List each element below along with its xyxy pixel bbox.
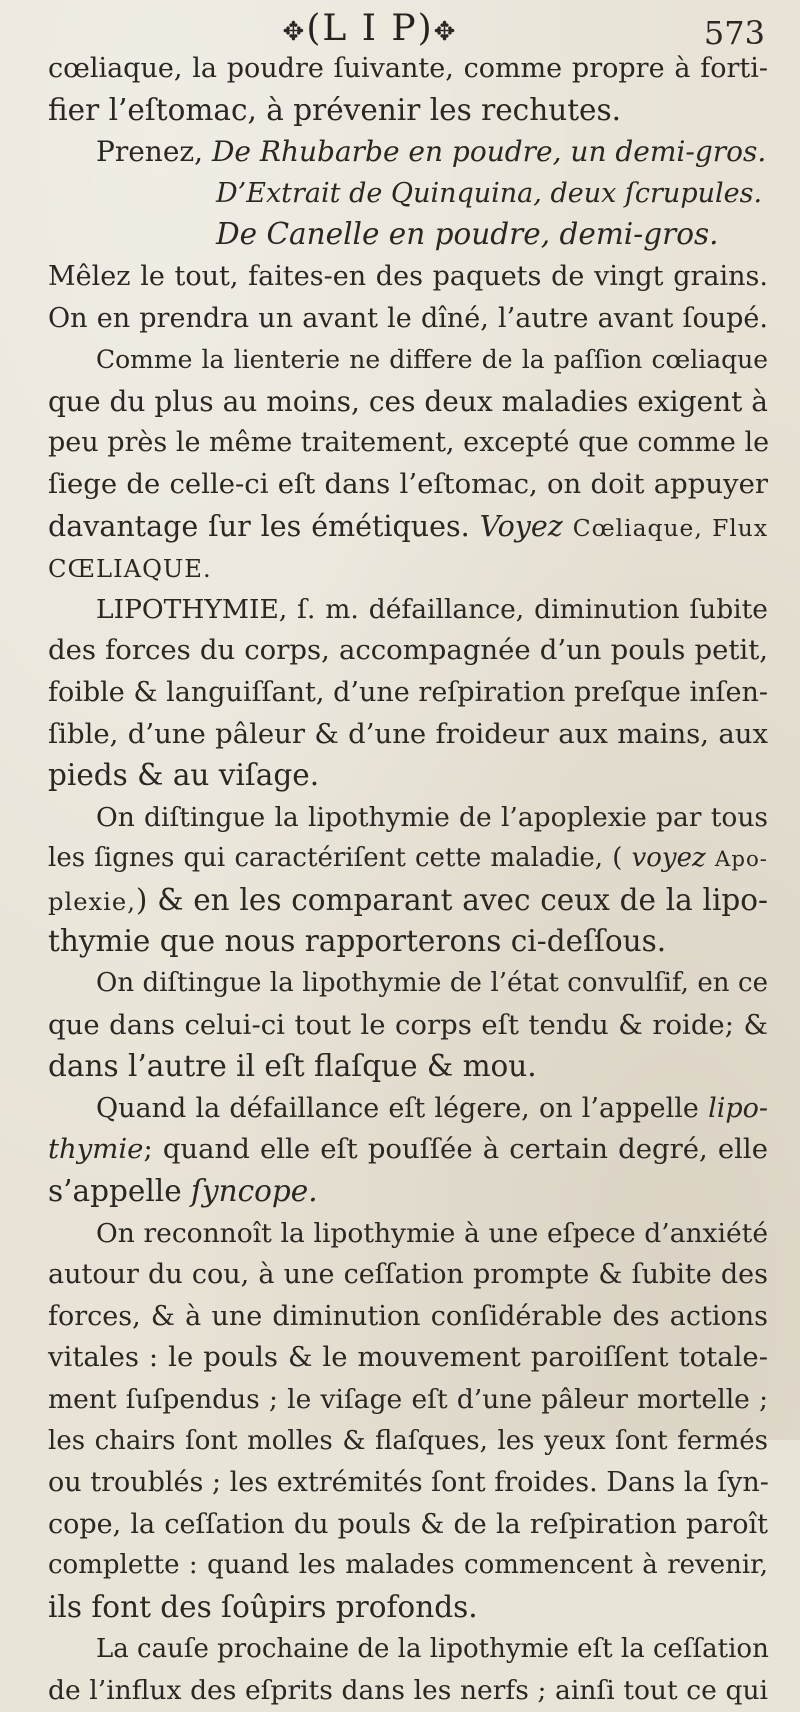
text-line: peu près le même traitement, excepté que comme le	[48, 427, 770, 459]
text-segment: s’appelle	[48, 1174, 192, 1209]
recipe-ingredient: De Canelle en poudre, demi-gros.	[216, 217, 719, 252]
paragraph-start: La cauſe prochaine de la lipothymie eſt la ceſſation	[96, 1633, 769, 1664]
running-head	[220, 8, 520, 49]
text-line: forces, & à une diminution conſidérable des actions	[48, 1300, 768, 1332]
text-segment: ; quand elle eſt pouſſée à certain degré, elle	[143, 1133, 768, 1166]
italic-term: lipo-	[708, 1092, 768, 1124]
text-line: ment ſuſpendus ; le viſage eſt d’une pâleur mortelle ;	[48, 1384, 768, 1415]
text-line: ſiege de celle-ci eſt dans l’eſtomac, on doit appuyer	[48, 467, 768, 500]
text-line: autour du cou, à une ceſſation prompte & ſubite des	[48, 1259, 768, 1291]
page-header	[0, 8, 800, 52]
text-line: On en prendra un avant le dîné, l’autre avant ſoupé.	[48, 302, 768, 334]
text-line: de l’influx des eſprits dans les nerfs ; ainſi tout ce qui	[48, 1675, 768, 1707]
paragraph-start: Comme la lienterie ne differe de la paſſion cœliaque	[96, 345, 768, 375]
recipe-ingredient: De Rhubarbe en poudre, un demi-gros.	[211, 135, 767, 169]
left-ornament-icon: ✥	[282, 17, 307, 47]
text-line: vitales : le pouls & le mouvement paroiſſent totale-	[48, 1341, 768, 1374]
paragraph-start: On diſtingue la lipothymie de l’apoplexie par tous	[96, 801, 768, 833]
italic-term: thymie	[48, 1133, 144, 1166]
text-line	[48, 880, 768, 922]
paragraph-start: On diſtingue la lipothymie de l’état convulſif, en ce	[96, 968, 768, 999]
recipe-line	[48, 131, 768, 173]
text-line: cope, la ceſſation du pouls & de la reſpiration paroît	[48, 1508, 768, 1540]
right-ornament-icon: ✥	[433, 17, 458, 47]
italic-term: ſyncope.	[191, 1174, 318, 1209]
text-line: complette : quand les malades commencent à revenir,	[48, 1550, 768, 1581]
cross-reference-target: Apo-	[714, 847, 768, 873]
cross-reference-word: Voyez	[479, 509, 573, 543]
recipe-line	[48, 173, 768, 215]
text-line	[48, 1129, 768, 1171]
text-line: ſible, d’une pâleur & d’une froideur aux mains, aux	[48, 717, 768, 750]
text-line	[48, 838, 768, 880]
text-segment: ) & en les comparant avec ceux de la lipo-	[135, 882, 768, 917]
text-segment: davantage ſur les émétiques.	[48, 509, 480, 543]
text-line	[48, 506, 768, 548]
text-segment: Quand la défaillance eſt légere, on l’appelle	[96, 1092, 709, 1124]
recipe-ingredient: D’Extrait de Quinquina, deux ſcrupules.	[216, 177, 763, 209]
cross-reference-target: CŒLIAQUE.	[48, 555, 212, 584]
recipe-line	[48, 214, 768, 256]
cross-reference-target: plexie,	[48, 887, 136, 916]
text-line: Mêlez le tout, faites-en des paquets de vingt grains.	[48, 260, 768, 292]
text-line: des forces du corps, accompagnée d’un pouls petit,	[48, 634, 768, 667]
text-line: dans l’autre il eſt flaſque & mou.	[48, 1049, 537, 1084]
cross-reference-target: Cœliaque, Flux	[572, 513, 768, 542]
text-line: que du plus au moins, ces deux maladies exigent à	[48, 384, 768, 418]
text-line: pieds & au viſage.	[48, 758, 320, 793]
text-line: les chairs ſont molles & flaſques, les yeux ſont fermés	[48, 1425, 768, 1456]
text-line: ils font des ſoûpirs profonds.	[48, 1589, 478, 1624]
entry-headword-line: LIPOTHYMIE, ſ. m. défaillance, diminution ſubite	[96, 593, 768, 625]
text-line: foible & languiſſant, d’une reſpiration preſque inſen-	[48, 676, 768, 708]
text-line	[48, 547, 768, 589]
text-line: ou troublés ; les extrémités ſont froides. Dans la ſyn-	[48, 1467, 769, 1499]
text-segment: les ſignes qui caractériſent cette maladie, (	[48, 843, 632, 874]
body-text	[48, 48, 768, 1712]
cross-reference-word: voyez	[631, 843, 715, 874]
text-line: cœliaque, la poudre ſuivante, comme propre à forti-	[48, 53, 768, 84]
paragraph-start: On reconnoît la lipothymie à une eſpece d’anxiété	[96, 1217, 768, 1249]
recipe-intro: Prenez,	[96, 135, 212, 169]
text-line: fier l’eſtomac, à prévenir les rechutes.	[48, 92, 622, 127]
running-head-text: (L I P)	[306, 8, 434, 49]
text-line	[48, 1171, 768, 1213]
text-line: que dans celui-ci tout le corps eſt tendu & roide; &	[48, 1008, 768, 1041]
paragraph-start	[48, 1088, 768, 1130]
page-number: 573	[703, 14, 765, 52]
text-line: thymie que nous rapporterons ci-deſſous.	[48, 924, 667, 959]
